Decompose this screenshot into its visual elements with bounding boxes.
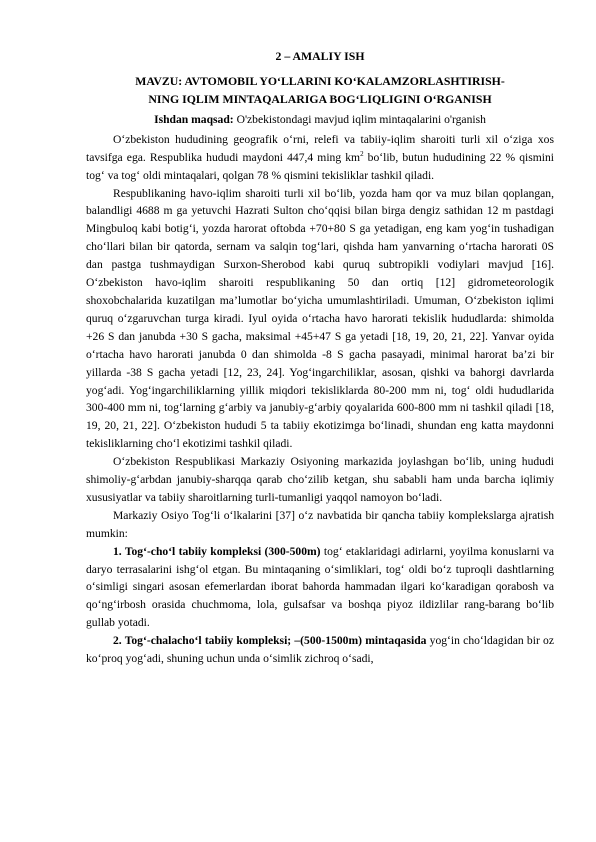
paragraph-5-label: 1. Tog‘-cho‘l tabiiy kompleksi (300-500m) [113, 544, 321, 558]
goal-text: O'zbekistondagi mavjud iqlim mintaqalarini o'rganish [233, 112, 486, 126]
topic-title-line-2: NING IQLIM MINTAQALARIGA BOG‘LIQLIGINI O‘RGANISH [148, 91, 492, 106]
paragraph-1-superscript: 2 [360, 149, 364, 158]
document-page [86, 46, 554, 668]
paragraph-5-text: tog‘ etaklaridagi adirlarni, yoyilma konuslarni va daryo terrasalarini ishg‘ol etgan. Bu mintaqaning o‘simliklari, tog‘ oldi bo‘z tuproqli dashtlarning o‘simligi singari asosan efemerlardan iborat bahorda hammadan ilgari ko‘karadigan qorabosh va qo‘ng‘irbosh orasida chuchmoma, lola, gulsafsar va boshqa piyoz ildizlilar rang-barang bo‘lib gullab yotadi. [86, 544, 554, 630]
paragraph-2: Respublikaning havo-iqlim sharoiti turli xil bo‘lib, yozda ham qor va muz bilan qoplangan, balandligi 4688 m ga yetuvchi Hazrati Sulton cho‘qqisi bilan birga dengiz sathidan 12 m pastdagi Mingbuloq kabi botig‘i, yozda harorat oftobda +70+80 S ga yetadigan, eng kam yog‘in tushadigan cho‘llari bilan bir qatorda, sernam va salqin tog‘lari, qishda ham yanvarning o‘rtacha harorati 0S dan pastga tushmaydigan Surxon-Sherobod kabi quruq subtropikli vodiylari mavjud [16]. O‘zbekiston havo-iqlim sharoiti respublikaning 50 dan ortiq [12] gidrometeorologik shoxobchalarida kuzatilgan ma’lumotlar bo‘yicha umumlashtiriladi. Umuman, O‘zbekiston iqlimi quruq o‘zgaruvchan turga kiradi. Iyul oyida o‘rtacha havo harorati tekislik hududlarda: shimolda +26 S dan janubda +30 S gacha, maksimal +45+47 S ga yetadi [18, 19, 20, 21, 22]. Yanvar oyida o‘rtacha havo harorati janubda 0 dan shimolda -8 S gacha pasayadi, minimal harorat ba’zi bir yillarda -38 S gacha yetadi [12, 23, 24]. Yog‘ingarchiliklar, asosan, qishki va bahorgi davrlarda yog‘adi. Yog‘ingarchiliklarning yillik miqdori tekisliklarda 80-200 mm ni, tog‘ oldi hududlarida 300-400 mm ni, tog‘larning g‘arbiy va janubiy-g‘arbiy qoyalarida 600-800 mm ni tashkil qiladi [18, 19, 20, 21, 22]. O‘zbekiston hududi 5 ta tabiiy ekotizimga bo‘linadi, shundan eng katta maydonni tekisliklarning cho‘l ekotizimi tashkil qiladi. [86, 186, 554, 451]
lab-title: 2 – AMALIY ISH [275, 49, 365, 63]
paragraph-5 [86, 543, 554, 633]
paragraph-3: O‘zbekiston Respublikasi Markaziy Osiyoning markazida joylashgan bo‘lib, uning hududi shimoliy-g‘arbdan janubiy-sharqqa qarab cho‘zilib ketgan, shu sababli ham unda barcha iqlimiy xususiyatlar va tabiiy sharoitlarning turli-tumanligi yaqqol namoyon bo‘ladi. [86, 455, 554, 504]
paragraph-6-label: 2. Tog‘-chalacho‘l tabiiy kompleksi; –(500-1500m) mintaqasida [113, 634, 427, 648]
paragraph-1 [86, 131, 554, 185]
topic-title [86, 72, 554, 108]
paragraph-1-part-a: O‘zbekiston hududining geografik o‘rni, relefi va tabiiy-iqlim sharoiti turli xil o‘ziga xos tavsifga ega. Respublika hududi maydoni 447,4 ming km [86, 132, 554, 164]
paragraph-1-part-b: bo‘lib, butun hududining 22 % qismini tog‘ va tog‘ oldi mintaqalari, qolgan 78 % qismini tekisliklar tashkil qiladi. [86, 150, 555, 182]
paragraph-6 [86, 632, 554, 668]
goal-label: Ishdan maqsad: [154, 112, 234, 126]
paragraph-4: Markaziy Osiyo Tog‘li o‘lkalarini [37] o‘z navbatida bir qancha tabiiy komplekslarga ajratish mumkin: [86, 508, 554, 540]
goal-line [86, 111, 554, 129]
topic-title-line-1: MAVZU: AVTOMOBIL YO‘LLARINI KO‘KALAMZORLASHTIRISH- [135, 73, 505, 88]
paragraph-6-text: yog‘in cho‘ldagidan bir oz ko‘proq yog‘adi, shuning uchun unda o‘simlik zichroq o‘sadi, [86, 634, 554, 666]
